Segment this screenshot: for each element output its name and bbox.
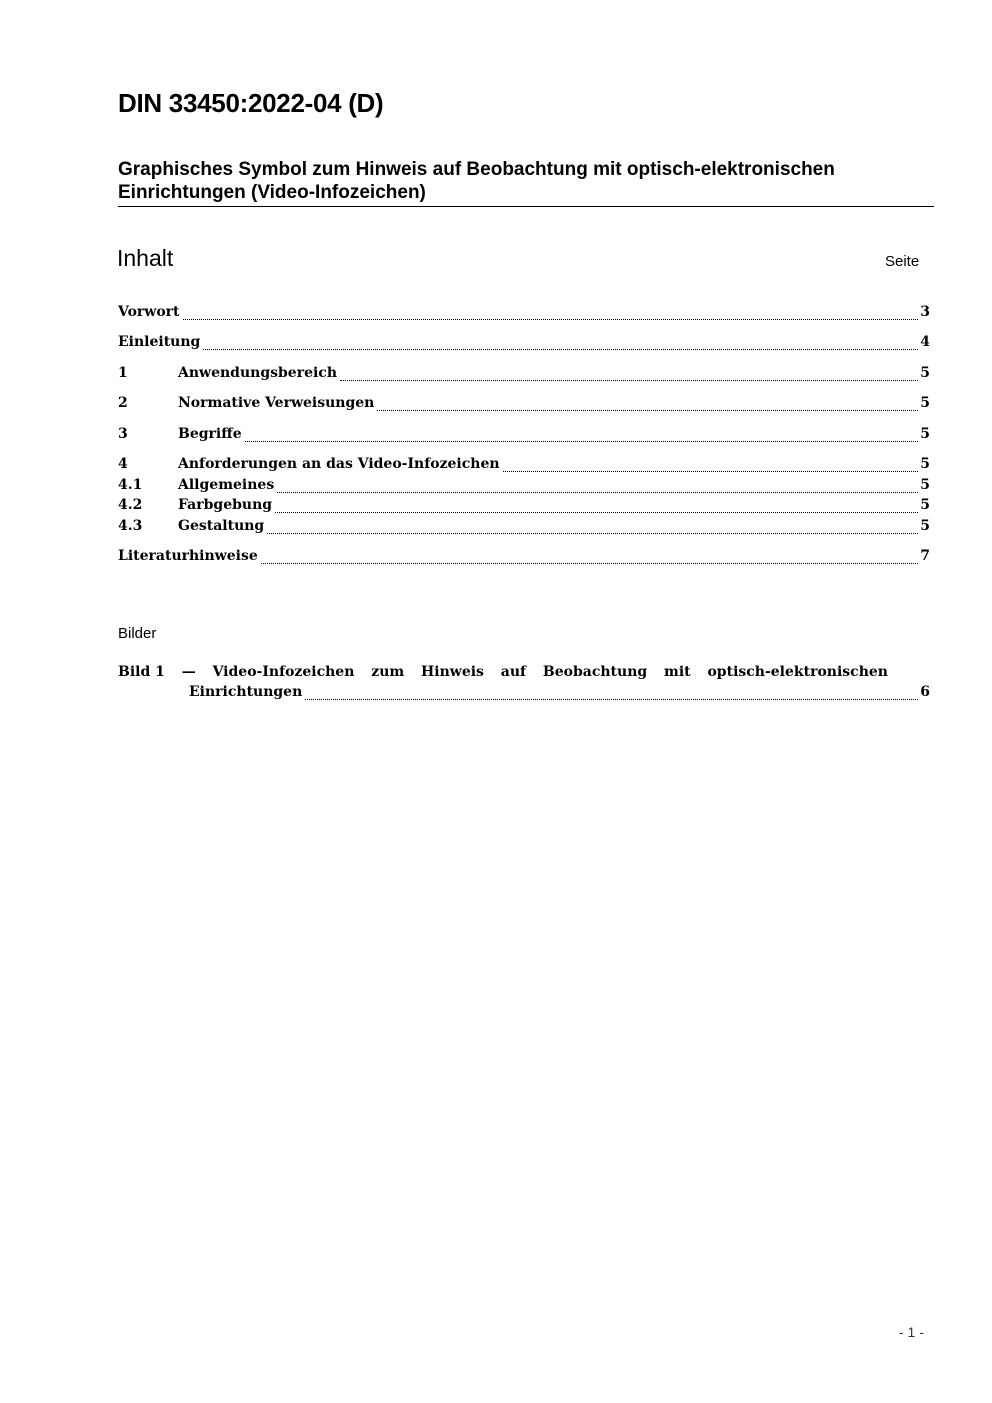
toc-entry-label: Einleitung [118, 334, 201, 350]
figure-entry-word: Video-Infozeichen [212, 664, 355, 680]
document-id: DIN 33450:2022-04 (D) [118, 88, 384, 118]
toc-entry-normative-verweisungen[interactable] [118, 395, 930, 415]
toc-entry-page: 3 [920, 304, 930, 320]
figure-entry-bild-1[interactable] [118, 664, 930, 704]
toc-entry-label: Begriffe [178, 426, 242, 442]
figure-entry-word: auf [500, 664, 527, 680]
toc-leader [340, 380, 918, 381]
figure-entry-word: Hinweis [421, 664, 484, 680]
toc-leader [277, 492, 918, 493]
toc-entry-begriffe[interactable] [118, 426, 930, 446]
page-column-label: Seite [885, 253, 920, 270]
toc-leader [275, 512, 918, 513]
toc-entry-number: 4.2 [118, 497, 143, 513]
toc-entry-allgemeines[interactable] [118, 477, 930, 497]
figure-entry-continuation: Einrichtungen [189, 684, 303, 700]
figure-entry-continuation-line [189, 684, 930, 704]
toc-entry-page: 5 [920, 426, 930, 442]
toc-entry-number: 1 [118, 365, 128, 381]
toc-leader [267, 533, 918, 534]
toc-entry-number: 4.1 [118, 477, 143, 493]
toc-leader [245, 441, 919, 442]
toc-entry-page: 4 [920, 334, 930, 350]
toc-entry-label: Anforderungen an das Video-Infozeichen [178, 456, 500, 472]
toc-entry-farbgebung[interactable] [118, 497, 930, 517]
toc-entry-page: 5 [920, 518, 930, 534]
toc-entry-label: Allgemeines [178, 477, 275, 493]
toc-entry-page: 5 [920, 365, 930, 381]
toc-entry-page: 5 [920, 477, 930, 493]
figure-entry-word: — [181, 664, 196, 680]
toc-entry-label: Normative Verweisungen [178, 395, 375, 411]
figure-entry-word: mit [664, 664, 691, 680]
title-divider [118, 206, 934, 207]
toc-entry-label: Farbgebung [178, 497, 273, 513]
toc-entry-number: 2 [118, 395, 128, 411]
toc-entry-anwendungsbereich[interactable] [118, 365, 930, 385]
toc-entry-literaturhinweise[interactable] [118, 548, 930, 568]
document-title: Graphisches Symbol zum Hinweis auf Beobachtung mit optisch-elektronischen Einrichtungen (Video-Infozeichen) [118, 159, 835, 203]
figure-entry-word: zum [371, 664, 405, 680]
figure-entry-page: 6 [920, 684, 930, 700]
toc-entry-label: Gestaltung [178, 518, 265, 534]
figure-entry-line [118, 664, 888, 684]
figure-entry-word: Beobachtung [542, 664, 648, 680]
toc-entry-label: Literaturhinweise [118, 548, 258, 564]
toc-entry-gestaltung[interactable] [118, 518, 930, 538]
toc-entry-einleitung[interactable] [118, 334, 930, 354]
page-number: - 1 - [899, 1324, 924, 1340]
toc-entry-page: 5 [920, 395, 930, 411]
toc-entry-label: Anwendungsbereich [178, 365, 337, 381]
figures-heading: Bilder [118, 625, 157, 642]
figure-entry-word: optisch-elektronischen [707, 664, 888, 680]
toc-entry-page: 5 [920, 456, 930, 472]
toc-entry-vorwort[interactable] [118, 304, 930, 324]
toc-leader [203, 349, 918, 350]
figure-entry-word: Bild 1 [118, 664, 165, 680]
toc-entry-page: 5 [920, 497, 930, 513]
toc-entry-number: 4.3 [118, 518, 143, 534]
toc-entry-page: 7 [920, 548, 930, 564]
toc-leader [183, 319, 919, 320]
toc-entry-number: 3 [118, 426, 128, 442]
toc-leader [377, 410, 918, 411]
toc-leader [503, 471, 919, 472]
toc-leader [261, 563, 919, 564]
toc-entry-number: 4 [118, 456, 128, 472]
toc-entry-anforderungen[interactable] [118, 456, 930, 476]
toc-heading: Inhalt [117, 245, 174, 271]
toc-entry-label: Vorwort [118, 304, 180, 320]
toc-leader [305, 699, 918, 700]
